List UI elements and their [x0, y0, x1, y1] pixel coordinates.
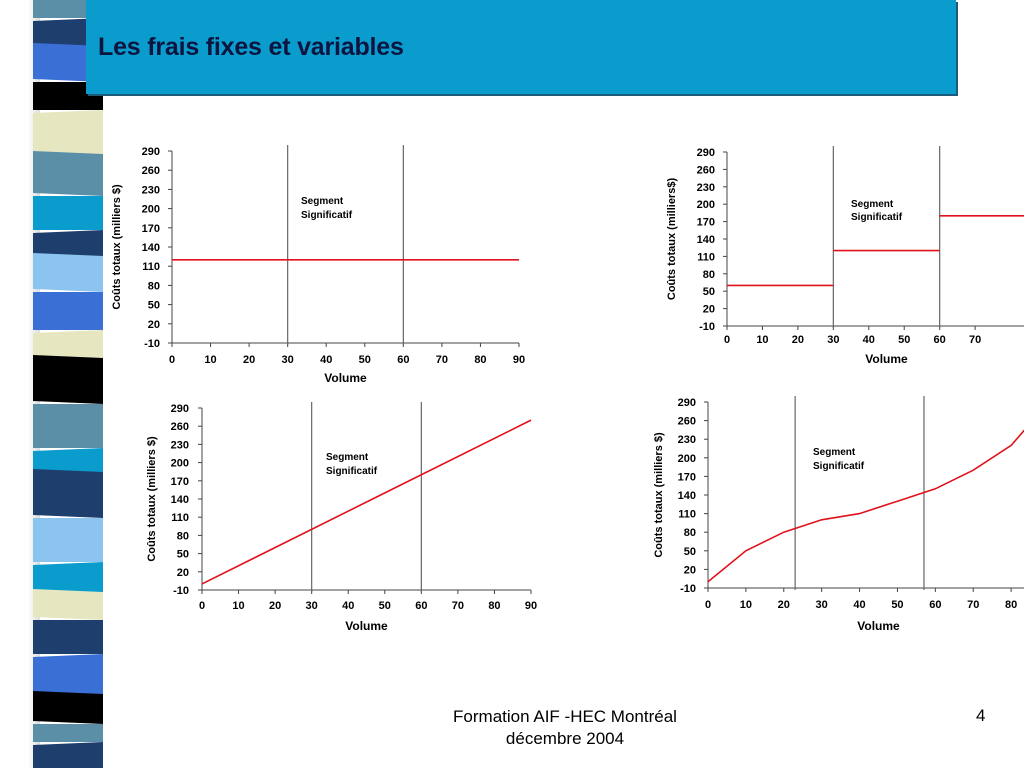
y-tick-label: 200: [696, 199, 715, 212]
y-axis-label: Coûts totaux (milliers$): [666, 177, 678, 301]
y-tick-label: 200: [170, 457, 189, 470]
y-tick-label: 50: [702, 286, 715, 299]
x-tick-label: 20: [268, 600, 282, 612]
footer-line-2: décembre 2004: [505, 729, 625, 748]
stripe-band: [33, 253, 103, 292]
x-tick-label: 30: [305, 600, 318, 612]
x-tick-label: 80: [474, 354, 487, 366]
y-tick-label: 260: [170, 421, 189, 434]
y-tick-label: 170: [677, 471, 696, 484]
stripe-band: [33, 589, 103, 620]
y-tick-label: 170: [170, 475, 189, 488]
y-tick-label: 230: [141, 184, 160, 197]
x-tick-label: 40: [320, 354, 333, 366]
y-tick-label: 80: [683, 527, 696, 540]
x-tick-label: 60: [933, 334, 946, 346]
y-tick-label: 290: [696, 147, 715, 159]
x-tick-label: 0: [704, 599, 712, 611]
stripe-band: [33, 292, 103, 330]
segment-annotation: Significatif: [301, 210, 353, 221]
stripe-band: [33, 518, 103, 562]
stripe-band: [33, 742, 103, 768]
y-tick-label: 140: [677, 490, 696, 502]
x-tick-label: 40: [862, 334, 875, 346]
stripe-band: [33, 620, 103, 654]
y-tick-label: 20: [702, 303, 715, 316]
y-tick-label: 290: [170, 403, 189, 415]
chart-variable-costs: [140, 398, 545, 640]
y-tick-label: 140: [141, 242, 160, 254]
x-tick-label: 50: [358, 354, 371, 366]
x-tick-label: 0: [198, 600, 206, 612]
y-tick-label: 110: [171, 512, 189, 525]
slide-title: Les frais fixes et variables: [98, 33, 404, 61]
x-tick-label: 10: [204, 354, 217, 366]
y-tick-label: 140: [170, 494, 189, 506]
y-tick-label: 260: [677, 415, 696, 428]
stripe-band: [33, 110, 103, 157]
x-tick-label: 90: [512, 354, 526, 366]
x-tick-label: 30: [815, 599, 828, 611]
y-tick-label: 80: [702, 268, 715, 281]
footer: [400, 706, 730, 750]
x-tick-label: 40: [853, 599, 866, 611]
y-tick-label: 260: [141, 165, 160, 178]
y-tick-label: 140: [696, 234, 715, 246]
title-bar: [86, 0, 956, 94]
y-tick-label: 230: [696, 181, 715, 194]
y-tick-label: 170: [696, 216, 715, 229]
y-tick-label: 110: [142, 261, 160, 274]
x-tick-label: 70: [967, 599, 980, 611]
y-tick-label: 260: [696, 164, 715, 177]
footer-line-1: Formation AIF -HEC Montréal: [453, 707, 677, 726]
stripe-band: [33, 691, 103, 724]
x-tick-label: 60: [415, 600, 428, 612]
y-tick-label: -10: [699, 321, 715, 333]
y-tick-label: 170: [141, 222, 160, 235]
y-tick-label: 200: [677, 452, 696, 465]
y-axis-label: Coûts totaux (milliers $): [653, 432, 665, 558]
x-tick-label: 20: [242, 354, 256, 366]
x-axis-label: Volume: [865, 352, 908, 366]
segment-annotation: Significatif: [813, 461, 865, 472]
x-tick-label: 30: [281, 354, 294, 366]
y-axis-label: Coûts totaux (milliers $): [146, 436, 158, 562]
y-tick-label: 230: [170, 439, 189, 452]
stripe-band: [33, 151, 103, 196]
stripe-band: [33, 355, 103, 404]
chart-fixed-costs: [108, 140, 540, 392]
x-tick-label: 80: [1004, 599, 1018, 611]
stripe-band: [33, 469, 103, 518]
series-line: [708, 402, 1024, 582]
y-tick-label: 20: [176, 566, 189, 579]
x-tick-label: 10: [756, 334, 769, 346]
stripe-band: [33, 196, 103, 230]
x-tick-label: 50: [378, 600, 391, 612]
stripe-band: [33, 404, 103, 448]
x-tick-label: 50: [891, 599, 904, 611]
y-tick-label: 290: [141, 146, 160, 158]
x-tick-label: 0: [723, 334, 731, 346]
y-tick-label: 110: [697, 251, 715, 264]
chart-nonlinear-costs: [645, 392, 1024, 638]
x-tick-label: 20: [777, 599, 790, 611]
segment-annotation: Segment: [813, 447, 856, 458]
y-tick-label: 20: [147, 318, 160, 331]
y-tick-label: 80: [176, 530, 189, 543]
y-tick-label: 110: [678, 508, 696, 521]
x-tick-label: 70: [435, 354, 449, 366]
x-tick-label: 0: [168, 354, 176, 366]
y-tick-label: 50: [147, 299, 160, 312]
y-tick-label: 200: [141, 203, 160, 216]
decorative-stripe: [33, 0, 103, 768]
segment-annotation: Significatif: [851, 212, 903, 223]
x-tick-label: 70: [451, 600, 465, 612]
x-tick-label: 60: [929, 599, 942, 611]
y-tick-label: 20: [683, 564, 696, 577]
y-tick-label: -10: [680, 583, 696, 595]
stripe-band: [33, 654, 103, 697]
x-tick-label: 50: [898, 334, 911, 346]
y-tick-label: 290: [677, 397, 696, 409]
series-line: [202, 420, 531, 584]
segment-annotation: Segment: [301, 196, 344, 207]
y-tick-label: 230: [677, 434, 696, 447]
x-tick-label: 80: [488, 600, 501, 612]
chart-step-costs: [660, 142, 1024, 374]
x-axis-label: Volume: [345, 619, 388, 633]
y-tick-label: 50: [176, 548, 189, 561]
page-number: 4: [976, 706, 986, 725]
segment-annotation: Significatif: [326, 466, 378, 477]
x-tick-label: 90: [524, 600, 538, 612]
x-tick-label: 10: [739, 599, 753, 611]
segment-annotation: Segment: [326, 452, 369, 463]
y-tick-label: -10: [173, 585, 189, 597]
y-tick-label: 50: [683, 545, 696, 558]
x-tick-label: 20: [791, 334, 805, 346]
x-tick-label: 30: [827, 334, 840, 346]
stripe-band: [33, 724, 103, 742]
segment-annotation: Segment: [851, 199, 894, 210]
x-tick-label: 60: [397, 354, 410, 366]
y-tick-label: 80: [147, 280, 160, 293]
x-tick-label: 10: [232, 600, 245, 612]
y-tick-label: -10: [144, 338, 160, 350]
x-tick-label: 40: [342, 600, 355, 612]
x-axis-label: Volume: [324, 371, 367, 385]
x-tick-label: 70: [968, 334, 982, 346]
y-axis-label: Coûts totaux (milliers $): [111, 184, 123, 310]
x-axis-label: Volume: [857, 619, 900, 633]
